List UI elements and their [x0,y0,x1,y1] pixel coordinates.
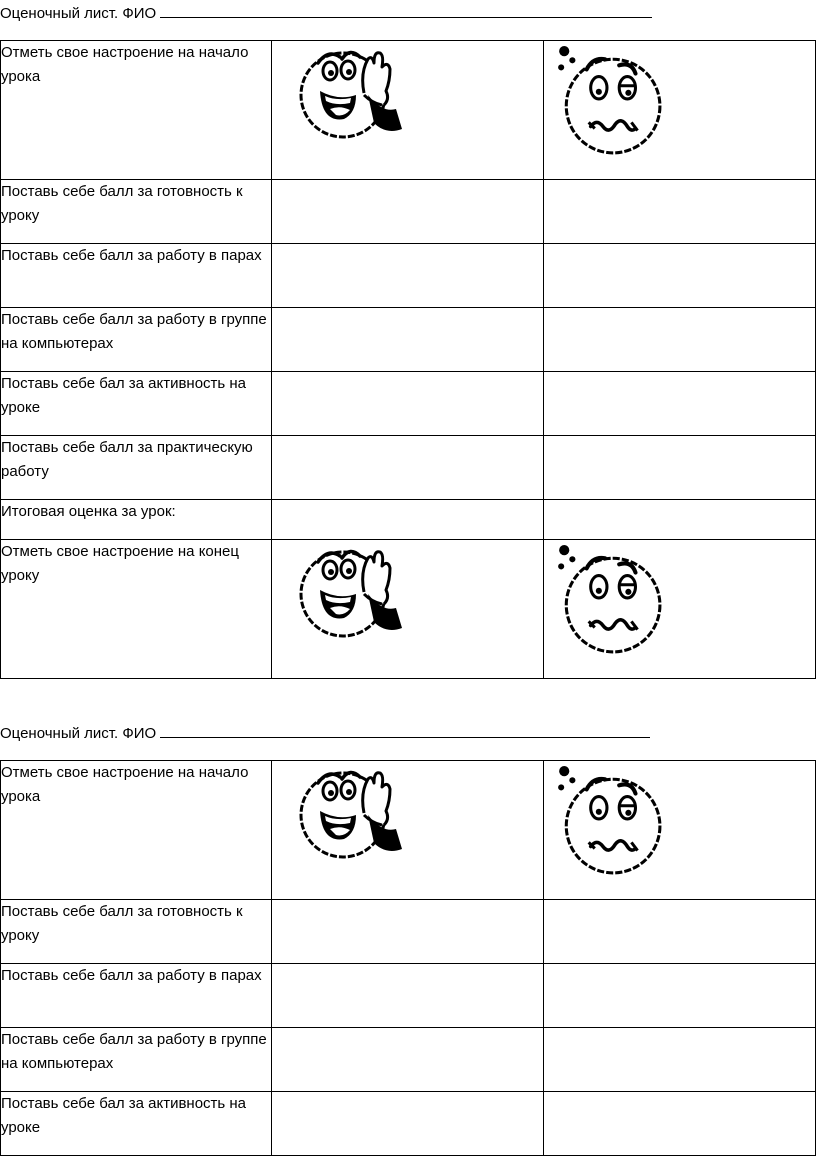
evaluation-table [0,760,816,1156]
worried-face-icon [552,544,664,656]
score-cell[interactable] [544,964,816,1028]
row-label: Поставь себе балл за работу в парах [1,964,272,1028]
table-row [1,1092,816,1156]
table-row [1,1028,816,1092]
mood-happy-cell[interactable] [272,540,544,679]
table-row [1,761,816,900]
row-label: Поставь себе бал за активность на уроке [1,372,272,436]
table-row [1,964,816,1028]
score-cell[interactable] [544,900,816,964]
laughing-face-icon [298,43,408,143]
name-underline [160,723,650,738]
mood-sad-cell[interactable] [544,761,816,900]
score-cell[interactable] [272,500,544,540]
sheet-title-text: Оценочный лист. ФИО [0,725,157,742]
score-cell[interactable] [544,436,816,500]
table-row [1,540,816,679]
worried-face-icon [552,765,664,877]
table-row [1,900,816,964]
table-row [1,436,816,500]
row-label: Поставь себе бал за активность на уроке [1,1092,272,1156]
score-cell[interactable] [544,1028,816,1092]
row-label: Отметь свое настроение на начало урока [1,41,272,180]
sheet-title-text: Оценочный лист. ФИО [0,5,157,22]
mood-happy-cell[interactable] [272,41,544,180]
name-underline [160,3,652,18]
table-row [1,308,816,372]
score-cell[interactable] [544,244,816,308]
table-row [1,500,816,540]
laughing-face-icon [298,763,408,863]
row-label: Отметь свое настроение на конец уроку [1,540,272,679]
row-label: Поставь себе балл за работу в группе на компьютерах [1,308,272,372]
score-cell[interactable] [272,308,544,372]
score-cell[interactable] [272,436,544,500]
table-row [1,180,816,244]
mood-happy-cell[interactable] [272,761,544,900]
score-cell[interactable] [272,1028,544,1092]
score-cell[interactable] [544,180,816,244]
score-cell[interactable] [272,180,544,244]
score-cell[interactable] [544,500,816,540]
score-cell[interactable] [544,308,816,372]
score-cell[interactable] [272,900,544,964]
row-label: Поставь себе балл за практическую работу [1,436,272,500]
worried-face-icon [552,45,664,157]
mood-sad-cell[interactable] [544,540,816,679]
score-cell[interactable] [272,244,544,308]
evaluation-table [0,40,816,679]
table-row [1,244,816,308]
score-cell[interactable] [544,1092,816,1156]
row-label: Поставь себе балл за работу в парах [1,244,272,308]
row-label: Итоговая оценка за урок: [1,500,272,540]
score-cell[interactable] [272,372,544,436]
table-row [1,372,816,436]
score-cell[interactable] [272,1092,544,1156]
score-cell[interactable] [544,372,816,436]
sheet-title [0,723,650,743]
row-label: Поставь себе балл за работу в группе на компьютерах [1,1028,272,1092]
sheet-title [0,3,652,23]
table-row [1,41,816,180]
row-label: Поставь себе балл за готовность к уроку [1,900,272,964]
score-cell[interactable] [272,964,544,1028]
mood-sad-cell[interactable] [544,41,816,180]
row-label: Поставь себе балл за готовность к уроку [1,180,272,244]
laughing-face-icon [298,542,408,642]
row-label: Отметь свое настроение на начало урока [1,761,272,900]
